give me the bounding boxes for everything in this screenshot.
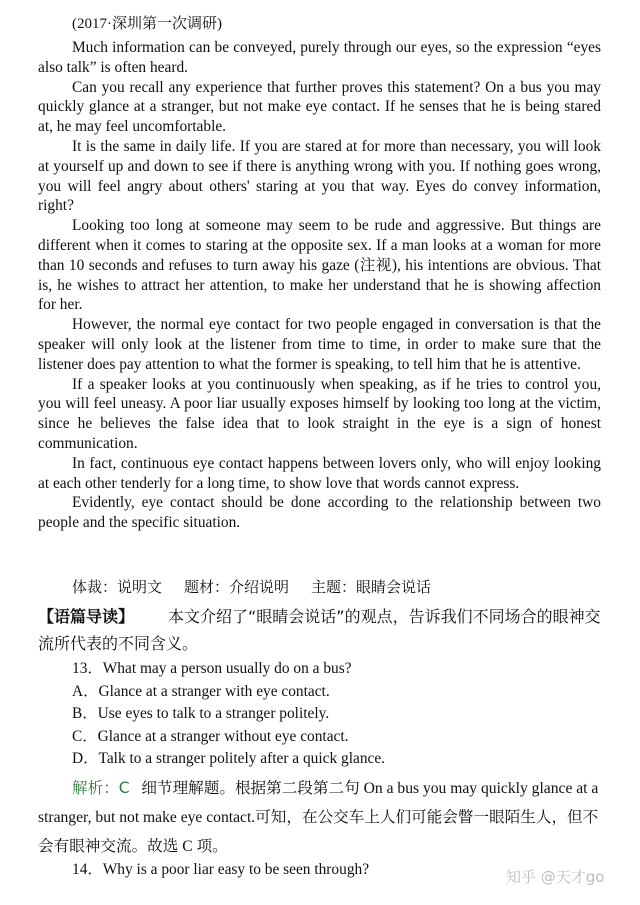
passage-paragraph-4: Looking too long at someone may seem to be rude and aggressive. But things are different when it comes to staring at the opposite sex. If a man looks at a woman for more than 10 seconds and refuses to turn away his gaze (注视), his intentions are obvious. That is, he wishes to attract her attention, to make her understand that he is showing affection for her.: [38, 217, 601, 314]
reading-passage: [38, 38, 601, 533]
watermark: 知乎 @天才go: [506, 868, 605, 886]
passage-paragraph-8: Evidently, eye contact should be done according to the relationship between two people and the specific situation.: [38, 494, 601, 532]
genre-label: 体裁：说明文: [72, 580, 163, 596]
option-b: B．Use eyes to talk to a stranger politely.: [72, 705, 330, 723]
analysis-answer: C: [118, 779, 130, 797]
topic-label: 题材：介绍说明: [184, 580, 290, 596]
passage-paragraph-2: Can you recall any experience that further proves this statement? On a bus you may quickly glance at a stranger, but not make eye contact. If he senses that he is being stared at, he may feel uncomfortable.: [38, 78, 601, 136]
passage-paragraph-1: Much information can be conveyed, purely through our eyes, so the expression “eyes also talk” is often heard.: [38, 39, 601, 76]
theme-label: 主题：眼睛会说话: [311, 580, 432, 596]
question-13: [72, 658, 602, 771]
analysis-text-1: 细节理解题。根据第二段第二句: [141, 779, 360, 797]
guide-text: 本文介绍了“眼睛会说话”的观点，告诉我们不同场合的眼神交流所代表的不同含义。: [38, 607, 601, 653]
option-c: C．Glance at a stranger without eye contact.: [72, 727, 349, 745]
passage-paragraph-3: It is the same in daily life. If you are stared at for more than necessary, you will look at yourself up and down to see if there is anything wrong with you. If nothing goes wrong, you will feel angry about others' staring at you that way. Eyes do convey information, right?: [38, 137, 601, 215]
passage-paragraph-6: If a speaker looks at you continuously when speaking, as if he tries to control you, you will feel uneasy. A poor liar usually exposes himself by looking too long at the victim, since he believes the false idea that to look straight in the eye is a sign of honest communication.: [38, 375, 601, 452]
analysis-text-3: 项。: [196, 837, 228, 855]
analysis-answer-ref: C: [182, 838, 193, 855]
question-14-stem: 14．Why is a poor liar easy to be seen through?: [72, 861, 370, 878]
analysis-text-2: 可知，在公交车上人们可能会瞥一眼陌生人，但不会有眼神交流。故选: [38, 808, 599, 855]
analysis-quote: On a bus you may quickly glance at a stranger, but not make eye contact.: [38, 780, 599, 826]
exam-source: (2017·深圳第一次调研): [72, 16, 222, 32]
passage-meta: [72, 577, 431, 599]
analysis-label: 解析：: [72, 779, 119, 797]
passage-paragraph-7: In fact, continuous eye contact happens between lovers only, who will enjoy looking at each other tenderly for a long time, to show love that words cannot express.: [38, 454, 601, 492]
option-a: A．Glance at a stranger with eye contact.: [72, 682, 330, 700]
question-13-stem: 13．What may a person usually do on a bus?: [72, 660, 352, 677]
passage-guide: [38, 603, 601, 657]
passage-paragraph-5: However, the normal eye contact for two people engaged in conversation is that the speaker will only look at the listener from time to time, in order to make sure that the listener does pay attention to what the former is speaking, to tell him that he is attentive.: [38, 316, 601, 373]
answer-analysis: [38, 774, 601, 861]
option-d: D．Talk to a stranger politely after a quick glance.: [72, 750, 386, 768]
guide-tag: 【语篇导读】: [38, 607, 135, 626]
